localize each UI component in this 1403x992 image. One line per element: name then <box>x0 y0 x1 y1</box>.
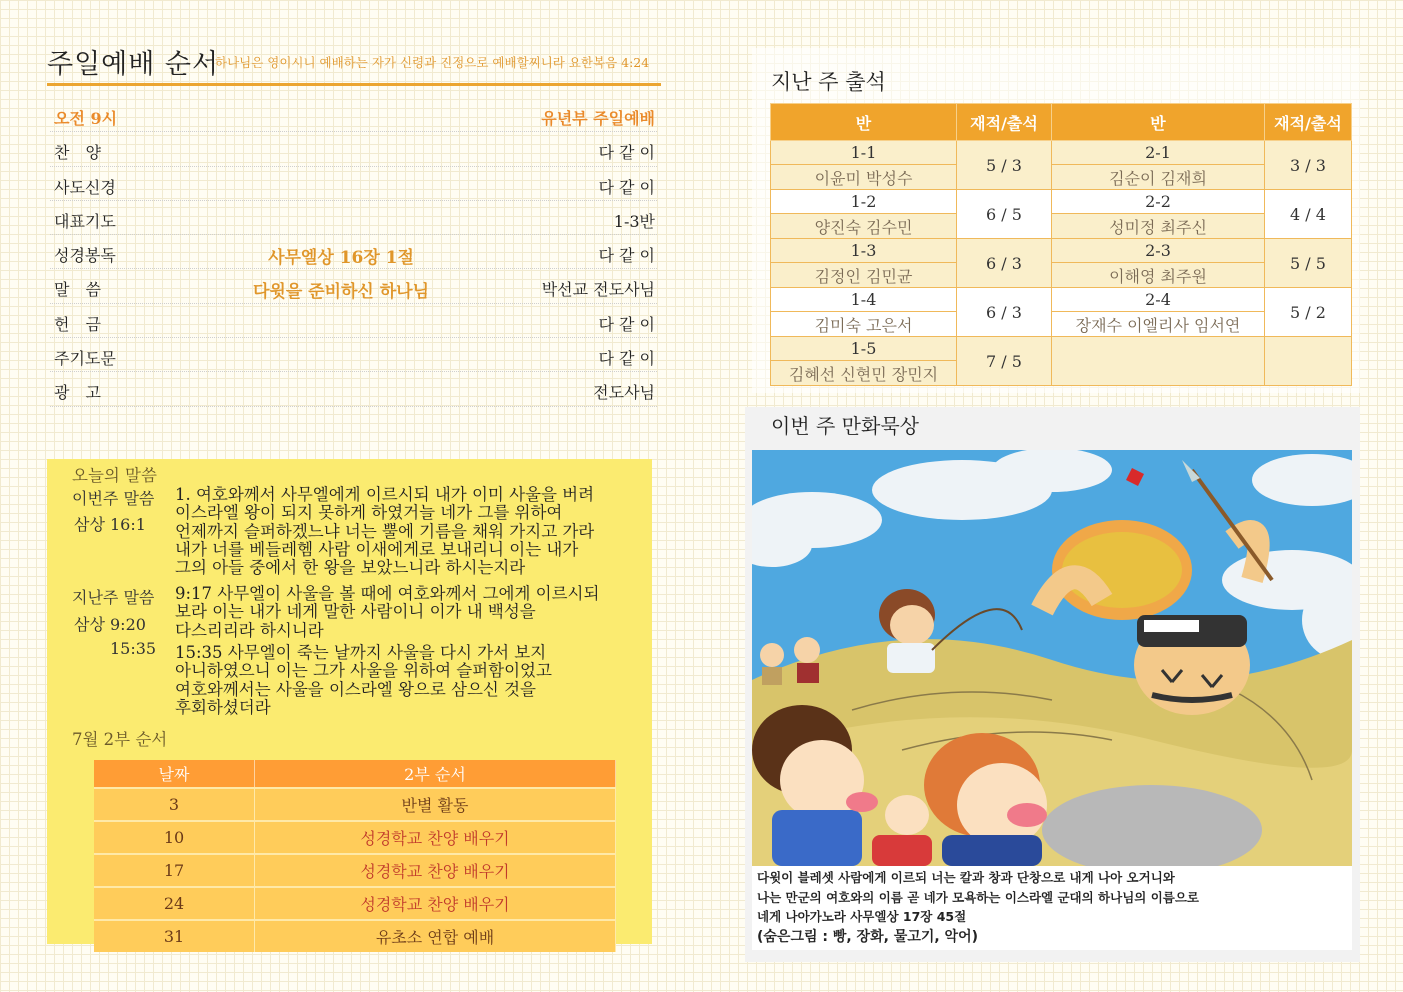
col-order-header: 2부 순서 <box>255 760 616 788</box>
attendance-count: 7 / 5 <box>957 337 1052 386</box>
attendance-names-row <box>771 214 1352 239</box>
class-number: 1-3 <box>771 239 957 263</box>
order-row <box>50 132 657 166</box>
sermon-title: 다윗을 준비하신 하나님 <box>252 282 430 303</box>
attendance-table <box>770 103 1352 386</box>
class-number: 2-3 <box>1052 239 1265 263</box>
comic-caption-line-3: 네게 나아가노라 사무엘상 17장 45절 <box>757 909 967 924</box>
attendance-row <box>771 190 1352 214</box>
col-count-header: 재적/출석 <box>1265 104 1352 141</box>
order-row-header <box>50 98 657 132</box>
scripture-reference: 사무엘상 16장 1절 <box>268 248 414 269</box>
attendance-count: 6 / 3 <box>957 288 1052 337</box>
order2-row <box>94 920 616 952</box>
order2-date: 31 <box>94 920 255 952</box>
order-item: 사도신경 <box>54 177 116 197</box>
order-leader: 다 같 이 <box>598 314 655 334</box>
order-service-name: 유년부 주일예배 <box>541 109 655 128</box>
order-time: 오전 9시 <box>54 109 118 128</box>
order-leader: 다 같 이 <box>598 349 655 369</box>
order2-row <box>94 821 616 854</box>
order-leader: 박선교 전도사님 <box>541 280 655 300</box>
last-week-verse-2: 15:35 사무엘이 죽는 날까지 사울을 다시 가서 보지 아니하였으니 이는 그가 사울을 위하여 슬퍼함이었고 여호와께서는 사울을 이스라엘 왕으로 삼으신 것을 후회하셨더라 <box>175 643 552 717</box>
attendance-names-row <box>771 312 1352 337</box>
col-class-header: 반 <box>1052 104 1265 141</box>
worship-title: 주일예배 순서 <box>47 49 220 80</box>
teacher-names: 김미숙 고은서 <box>771 312 957 337</box>
teacher-names: 이해영 최주원 <box>1052 263 1265 288</box>
class-number: 1-4 <box>771 288 957 312</box>
last-week-reference-2: 15:35 <box>110 639 157 658</box>
attendance-count: 5 / 3 <box>957 141 1052 190</box>
order2-date: 17 <box>94 854 255 887</box>
worship-verse: 하나님은 영이시니 예배하는 자가 신령과 진정으로 예배할찌니라 요한복음 4:24 <box>215 55 650 70</box>
attendance-title: 지난 주 출석 <box>771 70 886 94</box>
order-item: 성경봉독 <box>54 246 116 266</box>
teacher-names: 성미정 최주신 <box>1052 214 1265 239</box>
col-date-header: 날짜 <box>94 760 255 788</box>
order-leader: 1-3반 <box>613 211 655 231</box>
order-row <box>50 235 657 269</box>
col-count-header: 재적/출석 <box>957 104 1052 141</box>
class-number: 1-1 <box>771 141 957 165</box>
order2-date: 10 <box>94 821 255 854</box>
order-leader: 전도사님 <box>593 383 655 403</box>
order2-activity: 성경학교 찬양 배우기 <box>255 854 616 887</box>
last-week-label: 지난주 말씀 <box>72 588 155 607</box>
order-item: 광 고 <box>54 383 101 403</box>
order2-row <box>94 788 616 821</box>
order-row <box>50 201 657 235</box>
order2-activity: 유초소 연합 예배 <box>255 920 616 952</box>
title-divider <box>47 83 661 86</box>
order-item: 찬 양 <box>54 143 101 163</box>
last-week-verse-1: 9:17 사무엘이 사울을 볼 때에 여호와께서 그에게 이르시되 보라 이는 내가 네게 말한 사람이니 이가 내 백성을 다스리리라 하시니라 <box>175 584 600 640</box>
order2-row <box>94 887 616 920</box>
worship-order-table <box>50 98 657 407</box>
attendance-count <box>1265 337 1352 386</box>
order-item: 대표기도 <box>54 211 116 231</box>
order-item: 헌 금 <box>54 314 101 334</box>
class-number <box>1052 337 1265 386</box>
teacher-names: 김혜선 신현민 장민지 <box>771 361 957 386</box>
attendance-count: 3 / 3 <box>1265 141 1352 190</box>
order-leader: 다 같 이 <box>598 143 655 163</box>
attendance-row <box>771 141 1352 165</box>
attendance-count: 6 / 3 <box>957 239 1052 288</box>
class-number: 1-2 <box>771 190 957 214</box>
attendance-count: 5 / 5 <box>1265 239 1352 288</box>
last-week-reference: 삼상 9:20 <box>74 615 146 634</box>
comic-illustration <box>752 450 1352 866</box>
order2-heading: 7월 2부 순서 <box>72 730 168 749</box>
order2-header-row <box>94 760 616 788</box>
order2-activity: 성경학교 찬양 배우기 <box>255 821 616 854</box>
order-leader: 다 같 이 <box>598 177 655 197</box>
attendance-row <box>771 337 1352 361</box>
attendance-count: 6 / 5 <box>957 190 1052 239</box>
order-leader: 다 같 이 <box>598 246 655 266</box>
attendance-row <box>771 288 1352 312</box>
order-item: 말 씀 <box>54 280 101 300</box>
class-number: 2-1 <box>1052 141 1265 165</box>
attendance-row <box>771 239 1352 263</box>
attendance-count: 5 / 2 <box>1265 288 1352 337</box>
comic-caption-line-1: 다윗이 블레셋 사람에게 이르되 너는 칼과 창과 단창으로 내게 나아 오거니와 <box>757 870 1175 885</box>
class-number: 1-5 <box>771 337 957 361</box>
order2-activity: 성경학교 찬양 배우기 <box>255 887 616 920</box>
this-week-label: 이번주 말씀 <box>72 489 155 508</box>
hidden-picture-hint: (숨은그림 : 빵, 장화, 물고기, 악어) <box>757 929 979 945</box>
order2-row <box>94 854 616 887</box>
this-week-verse: 1. 여호와께서 사무엘에게 이르시되 내가 이미 사울을 버려 이스라엘 왕이 되지 못하게 하였거늘 네가 그를 위하여 언제까지 슬퍼하겠느냐 너는 뿔에 기름을 채워 가지고 가라 내가 너를 베들레헴 사람 이새에게로 보내리니 이는 내가 그의 아들 중에서 한 왕을 보았느니라 하시는지라 <box>175 485 595 578</box>
order2-table <box>94 760 616 952</box>
teacher-names: 장재수 이엘리사 임서연 <box>1052 312 1265 337</box>
order-row <box>50 269 657 303</box>
this-week-reference: 삼상 16:1 <box>74 515 146 534</box>
teacher-names: 김정인 김민균 <box>771 263 957 288</box>
attendance-names-row <box>771 165 1352 190</box>
col-class-header: 반 <box>771 104 957 141</box>
teacher-names: 김순이 김재희 <box>1052 165 1265 190</box>
order2-date: 3 <box>94 788 255 821</box>
class-number: 2-2 <box>1052 190 1265 214</box>
teacher-names: 이윤미 박성수 <box>771 165 957 190</box>
attendance-names-row <box>771 263 1352 288</box>
today-word-heading: 오늘의 말씀 <box>72 466 157 485</box>
order2-date: 24 <box>94 887 255 920</box>
attendance-header-row <box>771 104 1352 141</box>
order-row <box>50 338 657 372</box>
order-item: 주기도문 <box>54 349 116 369</box>
teacher-names: 양진숙 김수민 <box>771 214 957 239</box>
attendance-count: 4 / 4 <box>1265 190 1352 239</box>
comic-title: 이번 주 만화묵상 <box>771 414 919 438</box>
comic-caption-line-2: 나는 만군의 여호와의 이름 곧 네가 모욕하는 이스라엘 군대의 하나님의 이름으로 <box>757 890 1199 905</box>
order2-activity: 반별 활동 <box>255 788 616 821</box>
order-row <box>50 304 657 338</box>
class-number: 2-4 <box>1052 288 1265 312</box>
order-row <box>50 372 657 406</box>
order-row <box>50 167 657 201</box>
